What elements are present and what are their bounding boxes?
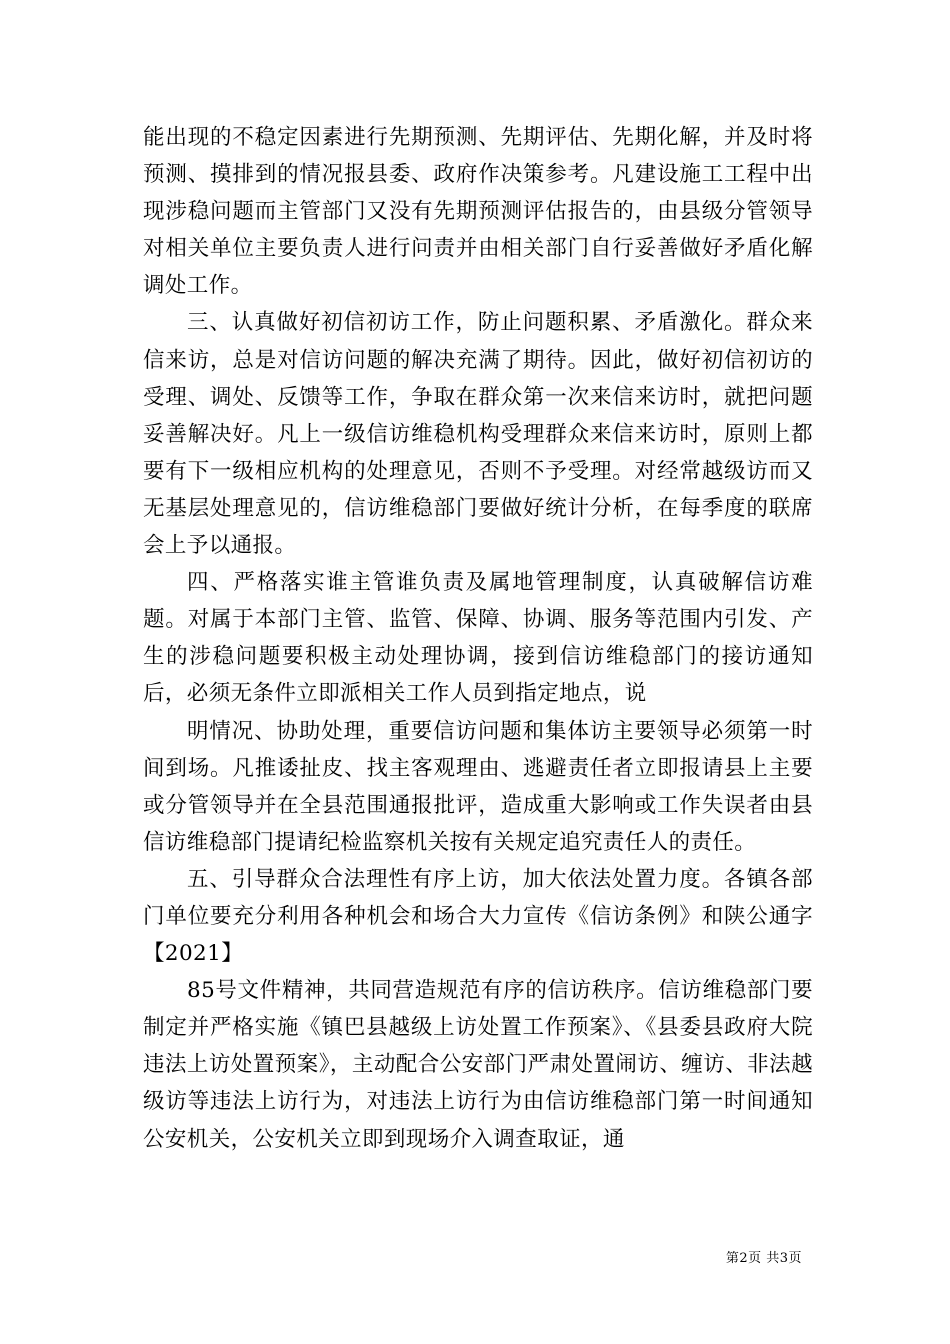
paragraph-3: 四、严格落实谁主管谁负责及属地管理制度，认真破解信访难题。对属于本部门主管、监管、保障、协调、服务等范围内引发、产生的涉稳问题要积极主动处理协调，接到信访维稳部门的接访通知后，必须无条件立即派相关工作人员到指定地点，说 — [143, 570, 813, 707]
page-number: 第2页 共3页 — [725, 1251, 802, 1266]
paragraph-6: 85号文件精神，共同营造规范有序的信访秩序。信访维稳部门要制定并严格实施《镇巴县越级上访处置工作预案》、《县委县政府大院违法上访处置预案》，主动配合公安部门严肃处置闹访、缠访、非法越级访等违法上访行为，对违法上访行为由信访维稳部门第一时间通知公安机关，公安机关立即到现场介入调查取证，通 — [143, 978, 813, 1152]
paragraph-4: 明情况、协助处理，重要信访问题和集体访主要领导必须第一时间到场。凡推诿扯皮、找主客观理由、逃避责任者立即报请县上主要或分管领导并在全县范围通报批评，造成重大影响或工作失误者由县信访维稳部门提请纪检监察机关按有关规定追究责任人的责任。 — [143, 718, 813, 855]
paragraph-1: 能出现的不稳定因素进行先期预测、先期评估、先期化解，并及时将预测、摸排到的情况报县委、政府作决策参考。凡建设施工工程中出现涉稳问题而主管部门又没有先期预测评估报告的，由县级分管领导对相关单位主要负责人进行问责并由相关部门自行妥善做好矛盾化解调处工作。 — [143, 125, 813, 299]
body-text — [143, 119, 813, 1158]
paragraph-2: 三、认真做好初信初访工作，防止问题积累、矛盾激化。群众来信来访，总是对信访问题的解决充满了期待。因此，做好初信初访的受理、调处、反馈等工作，争取在群众第一次来信来访时，就把问题妥善解决好。凡上一级信访维稳机构受理群众来信来访时，原则上都要有下一级相应机构的处理意见，否则不予受理。对经常越级访而又无基层处理意见的，信访维稳部门要做好统计分析，在每季度的联席会上予以通报。 — [143, 310, 813, 559]
paragraph-5: 五、引导群众合法理性有序上访，加大依法处置力度。各镇各部门单位要充分利用各种机会和场合大力宣传《信访条例》和陕公通字【2021】 — [143, 866, 813, 967]
